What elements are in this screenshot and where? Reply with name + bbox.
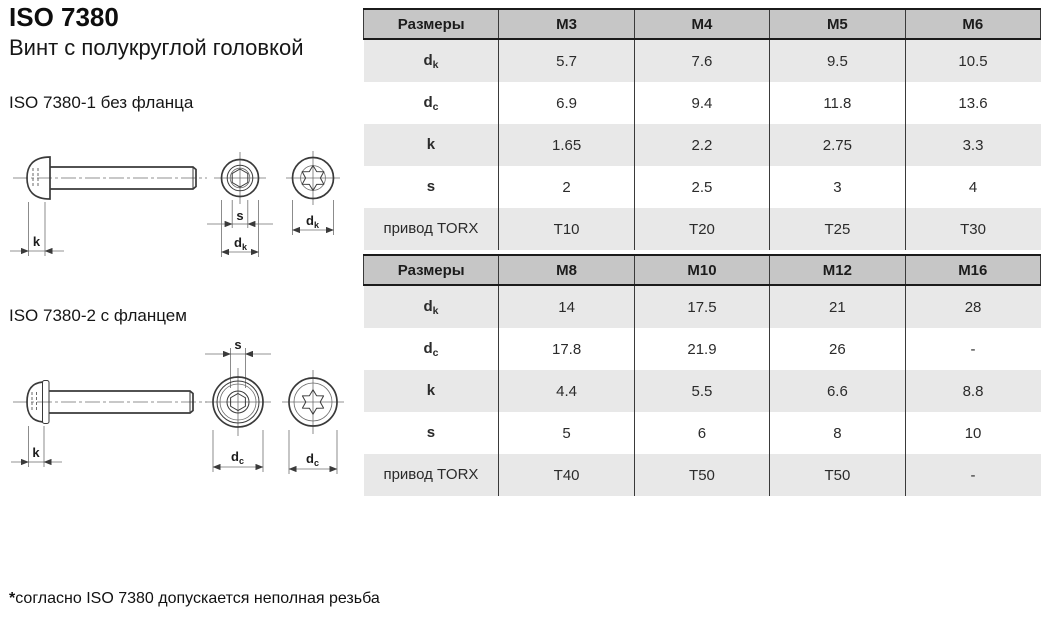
page-title: ISO 7380: [9, 2, 119, 32]
cell: 21: [770, 285, 905, 328]
cell: 10.5: [905, 39, 1040, 82]
cell: 28: [905, 285, 1040, 328]
section-label-iso7380-1: ISO 7380-1 без фланца: [9, 93, 194, 112]
table-row: [364, 412, 1041, 454]
cell: 1.65: [499, 124, 634, 166]
dim-label-dk: $d_k$: [306, 213, 319, 230]
cell: 4.4: [499, 370, 634, 412]
table-row: [364, 328, 1041, 370]
column-header: M10: [634, 255, 769, 285]
side-view-flanged-head: [11, 381, 207, 468]
dim-label-k: k: [32, 234, 41, 249]
column-header: M16: [905, 255, 1040, 285]
section-label-iso7380-2: ISO 7380-2 с фланцем: [9, 306, 187, 325]
page-subtitle: Винт с полукруглой головкой: [9, 35, 304, 60]
dimension-table-m8-m16: [363, 254, 1041, 496]
cell: 2: [499, 166, 634, 208]
cell: 2.5: [634, 166, 769, 208]
column-header: M5: [770, 9, 905, 39]
flanged-hex-socket-view: [205, 337, 271, 472]
cell: 14: [499, 285, 634, 328]
row-label: k: [364, 370, 499, 412]
row-label: $d_c$: [364, 82, 499, 124]
cell: 6: [634, 412, 769, 454]
row-label: k: [364, 124, 499, 166]
table-row: [364, 285, 1041, 328]
cell: 8.8: [905, 370, 1040, 412]
dim-label-s: s: [236, 208, 244, 223]
column-header: M4: [634, 9, 769, 39]
column-header: M6: [905, 9, 1040, 39]
column-header: M8: [499, 255, 634, 285]
table-row: [364, 39, 1041, 82]
cell: 7.6: [634, 39, 769, 82]
table-header-row: [364, 255, 1041, 285]
cell: 5.5: [634, 370, 769, 412]
row-label: привод TORX: [364, 454, 499, 496]
dim-label-k: k: [32, 445, 40, 460]
cell: 17.8: [499, 328, 634, 370]
cell: 17.5: [634, 285, 769, 328]
row-label: привод TORX: [364, 208, 499, 250]
side-view-button-head: [10, 157, 207, 256]
cell: T25: [770, 208, 905, 250]
cell: 10: [905, 412, 1040, 454]
row-label: s: [364, 166, 499, 208]
cell: 13.6: [905, 82, 1040, 124]
cell: 2.2: [634, 124, 769, 166]
cell: -: [905, 454, 1040, 496]
cell: T50: [634, 454, 769, 496]
dim-label-dk: $d_k$: [234, 235, 247, 252]
technical-drawing-iso7380-1: [0, 140, 360, 272]
dimension-table-m3-m6: [363, 8, 1041, 250]
cell: 3.3: [905, 124, 1040, 166]
cell: T20: [634, 208, 769, 250]
cell: 5.7: [499, 39, 634, 82]
cell: T10: [499, 208, 634, 250]
table-header-row: [364, 9, 1041, 39]
cell: T40: [499, 454, 634, 496]
dim-label-s: s: [234, 337, 242, 352]
row-label: $d_k$: [364, 39, 499, 82]
row-label: $d_c$: [364, 328, 499, 370]
cell: T50: [770, 454, 905, 496]
cell: 26: [770, 328, 905, 370]
footnote: [9, 590, 380, 608]
torx-drive-view: [286, 151, 340, 235]
column-header: Размеры: [364, 9, 499, 39]
dim-label-dc: $d_c$: [231, 449, 244, 466]
table-row: [364, 82, 1041, 124]
technical-drawing-iso7380-2: [0, 330, 360, 505]
cell: 6.6: [770, 370, 905, 412]
cell: 4: [905, 166, 1040, 208]
cell: 5: [499, 412, 634, 454]
table-row: [364, 208, 1041, 250]
cell: 8: [770, 412, 905, 454]
cell: 9.4: [634, 82, 769, 124]
cell: 11.8: [770, 82, 905, 124]
table-row: [364, 370, 1041, 412]
cell: T30: [905, 208, 1040, 250]
footnote-marker: *: [9, 590, 16, 607]
cell: 9.5: [770, 39, 905, 82]
column-header: Размеры: [364, 255, 499, 285]
cell: 2.75: [770, 124, 905, 166]
row-label: $d_k$: [364, 285, 499, 328]
dim-label-dc: $d_c$: [306, 451, 319, 468]
column-header: M12: [770, 255, 905, 285]
cell: 3: [770, 166, 905, 208]
column-header: M3: [499, 9, 634, 39]
hex-socket-view: [207, 152, 273, 257]
table-row: [364, 454, 1041, 496]
cell: -: [905, 328, 1040, 370]
table-row: [364, 166, 1041, 208]
table-row: [364, 124, 1041, 166]
cell: 6.9: [499, 82, 634, 124]
footnote-text: согласно ISO 7380 допускается неполная резьба: [15, 590, 380, 607]
row-label: s: [364, 412, 499, 454]
cell: 21.9: [634, 328, 769, 370]
flanged-torx-view: [282, 370, 344, 474]
